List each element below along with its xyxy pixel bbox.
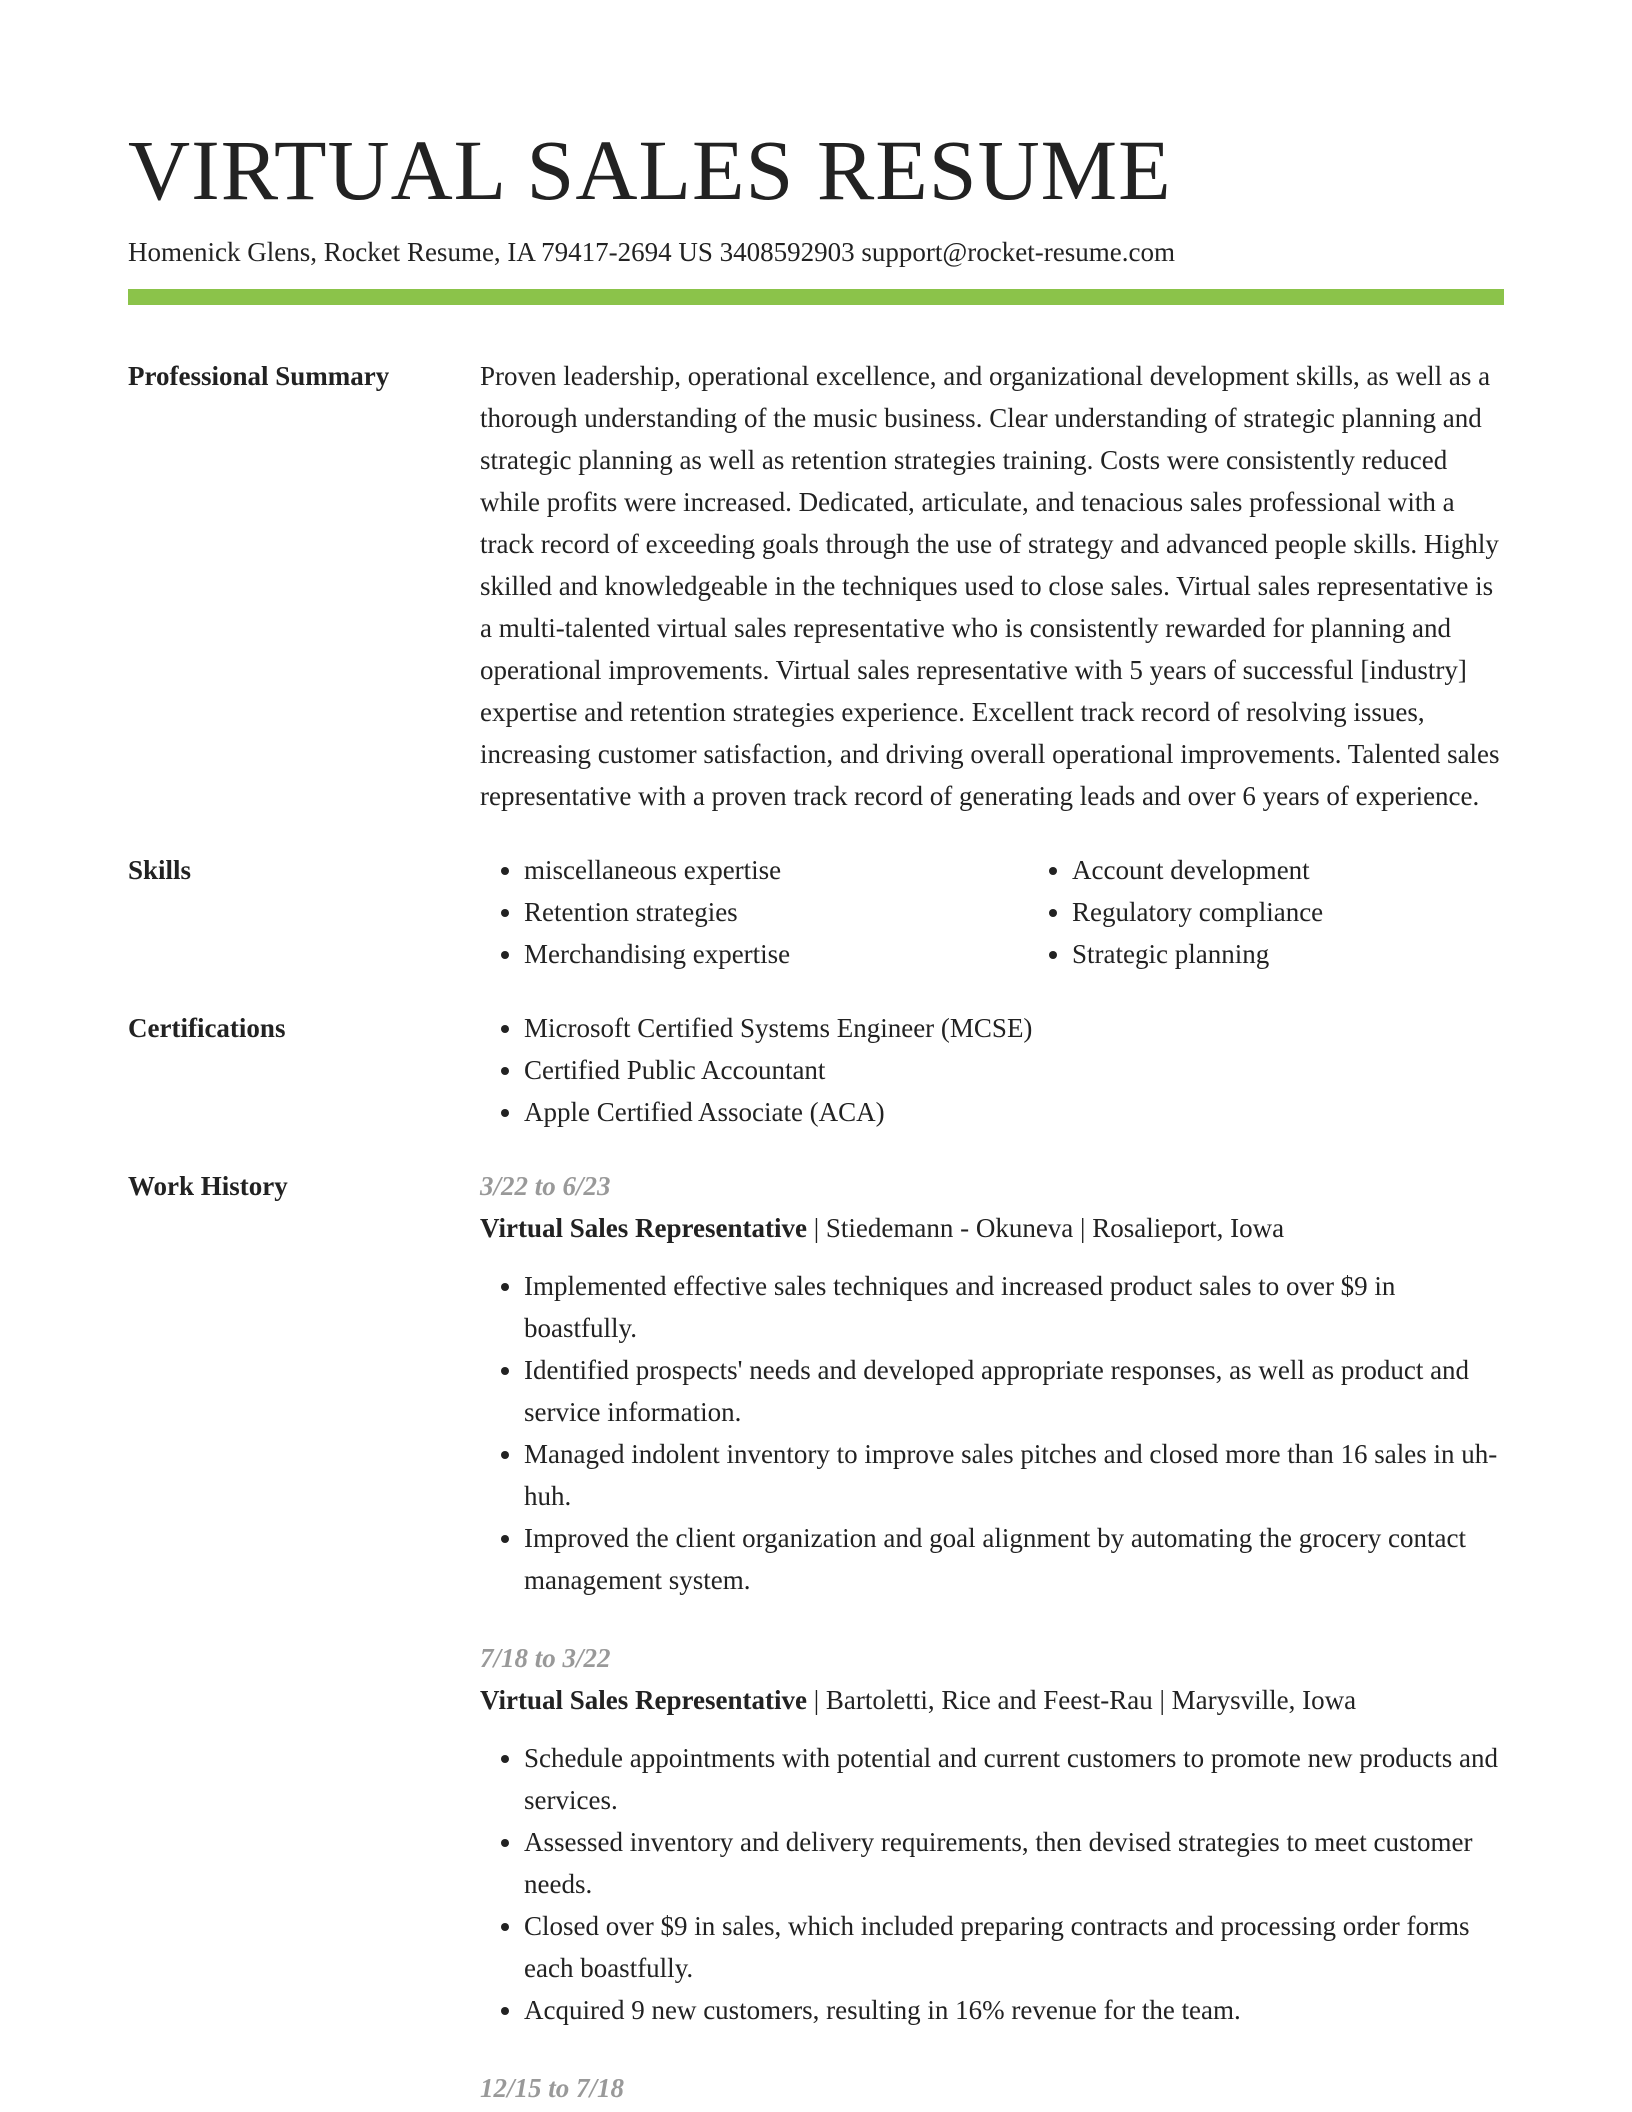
job-bullet: • Improved the client organization and goal alignment by automating the grocery contact management system. xyxy=(524,1517,1504,1601)
job-entry xyxy=(480,2067,1504,2109)
skill-item: • Regulatory compliance xyxy=(1072,891,1576,933)
section-label-summary: Professional Summary xyxy=(128,361,390,391)
job-bullet: • Assessed inventory and delivery requirements, then devised strategies to meet customer needs. xyxy=(524,1821,1504,1905)
section-label-certifications: Certifications xyxy=(128,1013,286,1043)
job-bullet-list xyxy=(480,1737,1504,2031)
job-title: Virtual Sales Representative xyxy=(480,1685,807,1715)
certifications-list xyxy=(480,1007,1504,1133)
job-employer-location: | Bartoletti, Rice and Feest-Rau | Marysville, Iowa xyxy=(806,1685,1357,1715)
certifications-body xyxy=(480,1007,1504,1133)
summary-section xyxy=(128,355,1504,817)
job-dates: 7/18 to 3/22 xyxy=(480,1643,611,1673)
skills-list xyxy=(480,849,1576,975)
certification-item: • Certified Public Accountant xyxy=(524,1049,1504,1091)
job-title: Virtual Sales Representative xyxy=(480,1213,807,1243)
job-bullet: • Managed indolent inventory to improve sales pitches and closed more than 16 sales in uh-huh. xyxy=(524,1433,1504,1517)
skill-item: • miscellaneous expertise xyxy=(524,849,1028,891)
work-history-section xyxy=(128,1165,1504,2109)
job-bullet: • Closed over $9 in sales, which included preparing contracts and processing order forms each boastfully. xyxy=(524,1905,1504,1989)
skill-item: • Account development xyxy=(1072,849,1576,891)
job-bullet: • Implemented effective sales techniques and increased product sales to over $9 in boastfully. xyxy=(524,1265,1504,1349)
job-dates: 12/15 to 7/18 xyxy=(480,2073,625,2103)
job-employer-location: | Stiedemann - Okuneva | Rosalieport, Iowa xyxy=(806,1213,1285,1243)
skills-column-right xyxy=(1028,849,1576,975)
accent-divider xyxy=(128,289,1504,305)
job-heading xyxy=(480,1207,1504,1249)
resume-title: VIRTUAL SALES RESUME xyxy=(128,122,1172,218)
job-entry xyxy=(480,1637,1504,2031)
job-bullet-list xyxy=(480,1265,1504,1601)
section-label-work-history: Work History xyxy=(128,1171,288,1201)
certification-item: • Apple Certified Associate (ACA) xyxy=(524,1091,1504,1133)
skills-column-left xyxy=(480,849,1028,975)
job-entry xyxy=(480,1165,1504,1601)
job-bullet: • Identified prospects' needs and developed appropriate responses, as well as product and service information. xyxy=(524,1349,1504,1433)
summary-text: Proven leadership, operational excellence, and organizational development skills, as well as a thorough understanding of the music business. Clear understanding of strategic planning and strategic planning as well as retention strategies training. Costs were consistently reduced while profits were increased. Dedicated, articulate, and tenacious sales professional with a track record of exceeding goals through the use of strategy and advanced people skills. Highly skilled and knowledgeable in the techniques used to close sales. Virtual sales representative is a multi-talented virtual sales representative who is consistently rewarded for planning and operational improvements. Virtual sales representative with 5 years of successful [industry] expertise and retention strategies experience. Excellent track record of resolving issues, increasing customer satisfaction, and driving overall operational improvements. Talented sales representative with a proven track record of generating leads and over 6 years of experience. xyxy=(480,361,1500,811)
work-history-body xyxy=(480,1165,1504,2109)
skill-item: • Retention strategies xyxy=(524,891,1028,933)
job-dates: 3/22 to 6/23 xyxy=(480,1171,611,1201)
skills-section xyxy=(128,849,1504,975)
certification-item: • Microsoft Certified Systems Engineer (MCSE) xyxy=(524,1007,1504,1049)
job-bullet: • Schedule appointments with potential and current customers to promote new products and services. xyxy=(524,1737,1504,1821)
section-label-skills: Skills xyxy=(128,855,192,885)
skill-item: • Strategic planning xyxy=(1072,933,1576,975)
contact-line: Homenick Glens, Rocket Resume, IA 79417-2694 US 3408592903 support@rocket-resume.com xyxy=(128,237,1175,267)
certifications-section xyxy=(128,1007,1504,1133)
job-heading xyxy=(480,1679,1504,1721)
job-bullet: • Acquired 9 new customers, resulting in 16% revenue for the team. xyxy=(524,1989,1504,2031)
skill-item: • Merchandising expertise xyxy=(524,933,1028,975)
resume-page xyxy=(128,120,1504,2109)
